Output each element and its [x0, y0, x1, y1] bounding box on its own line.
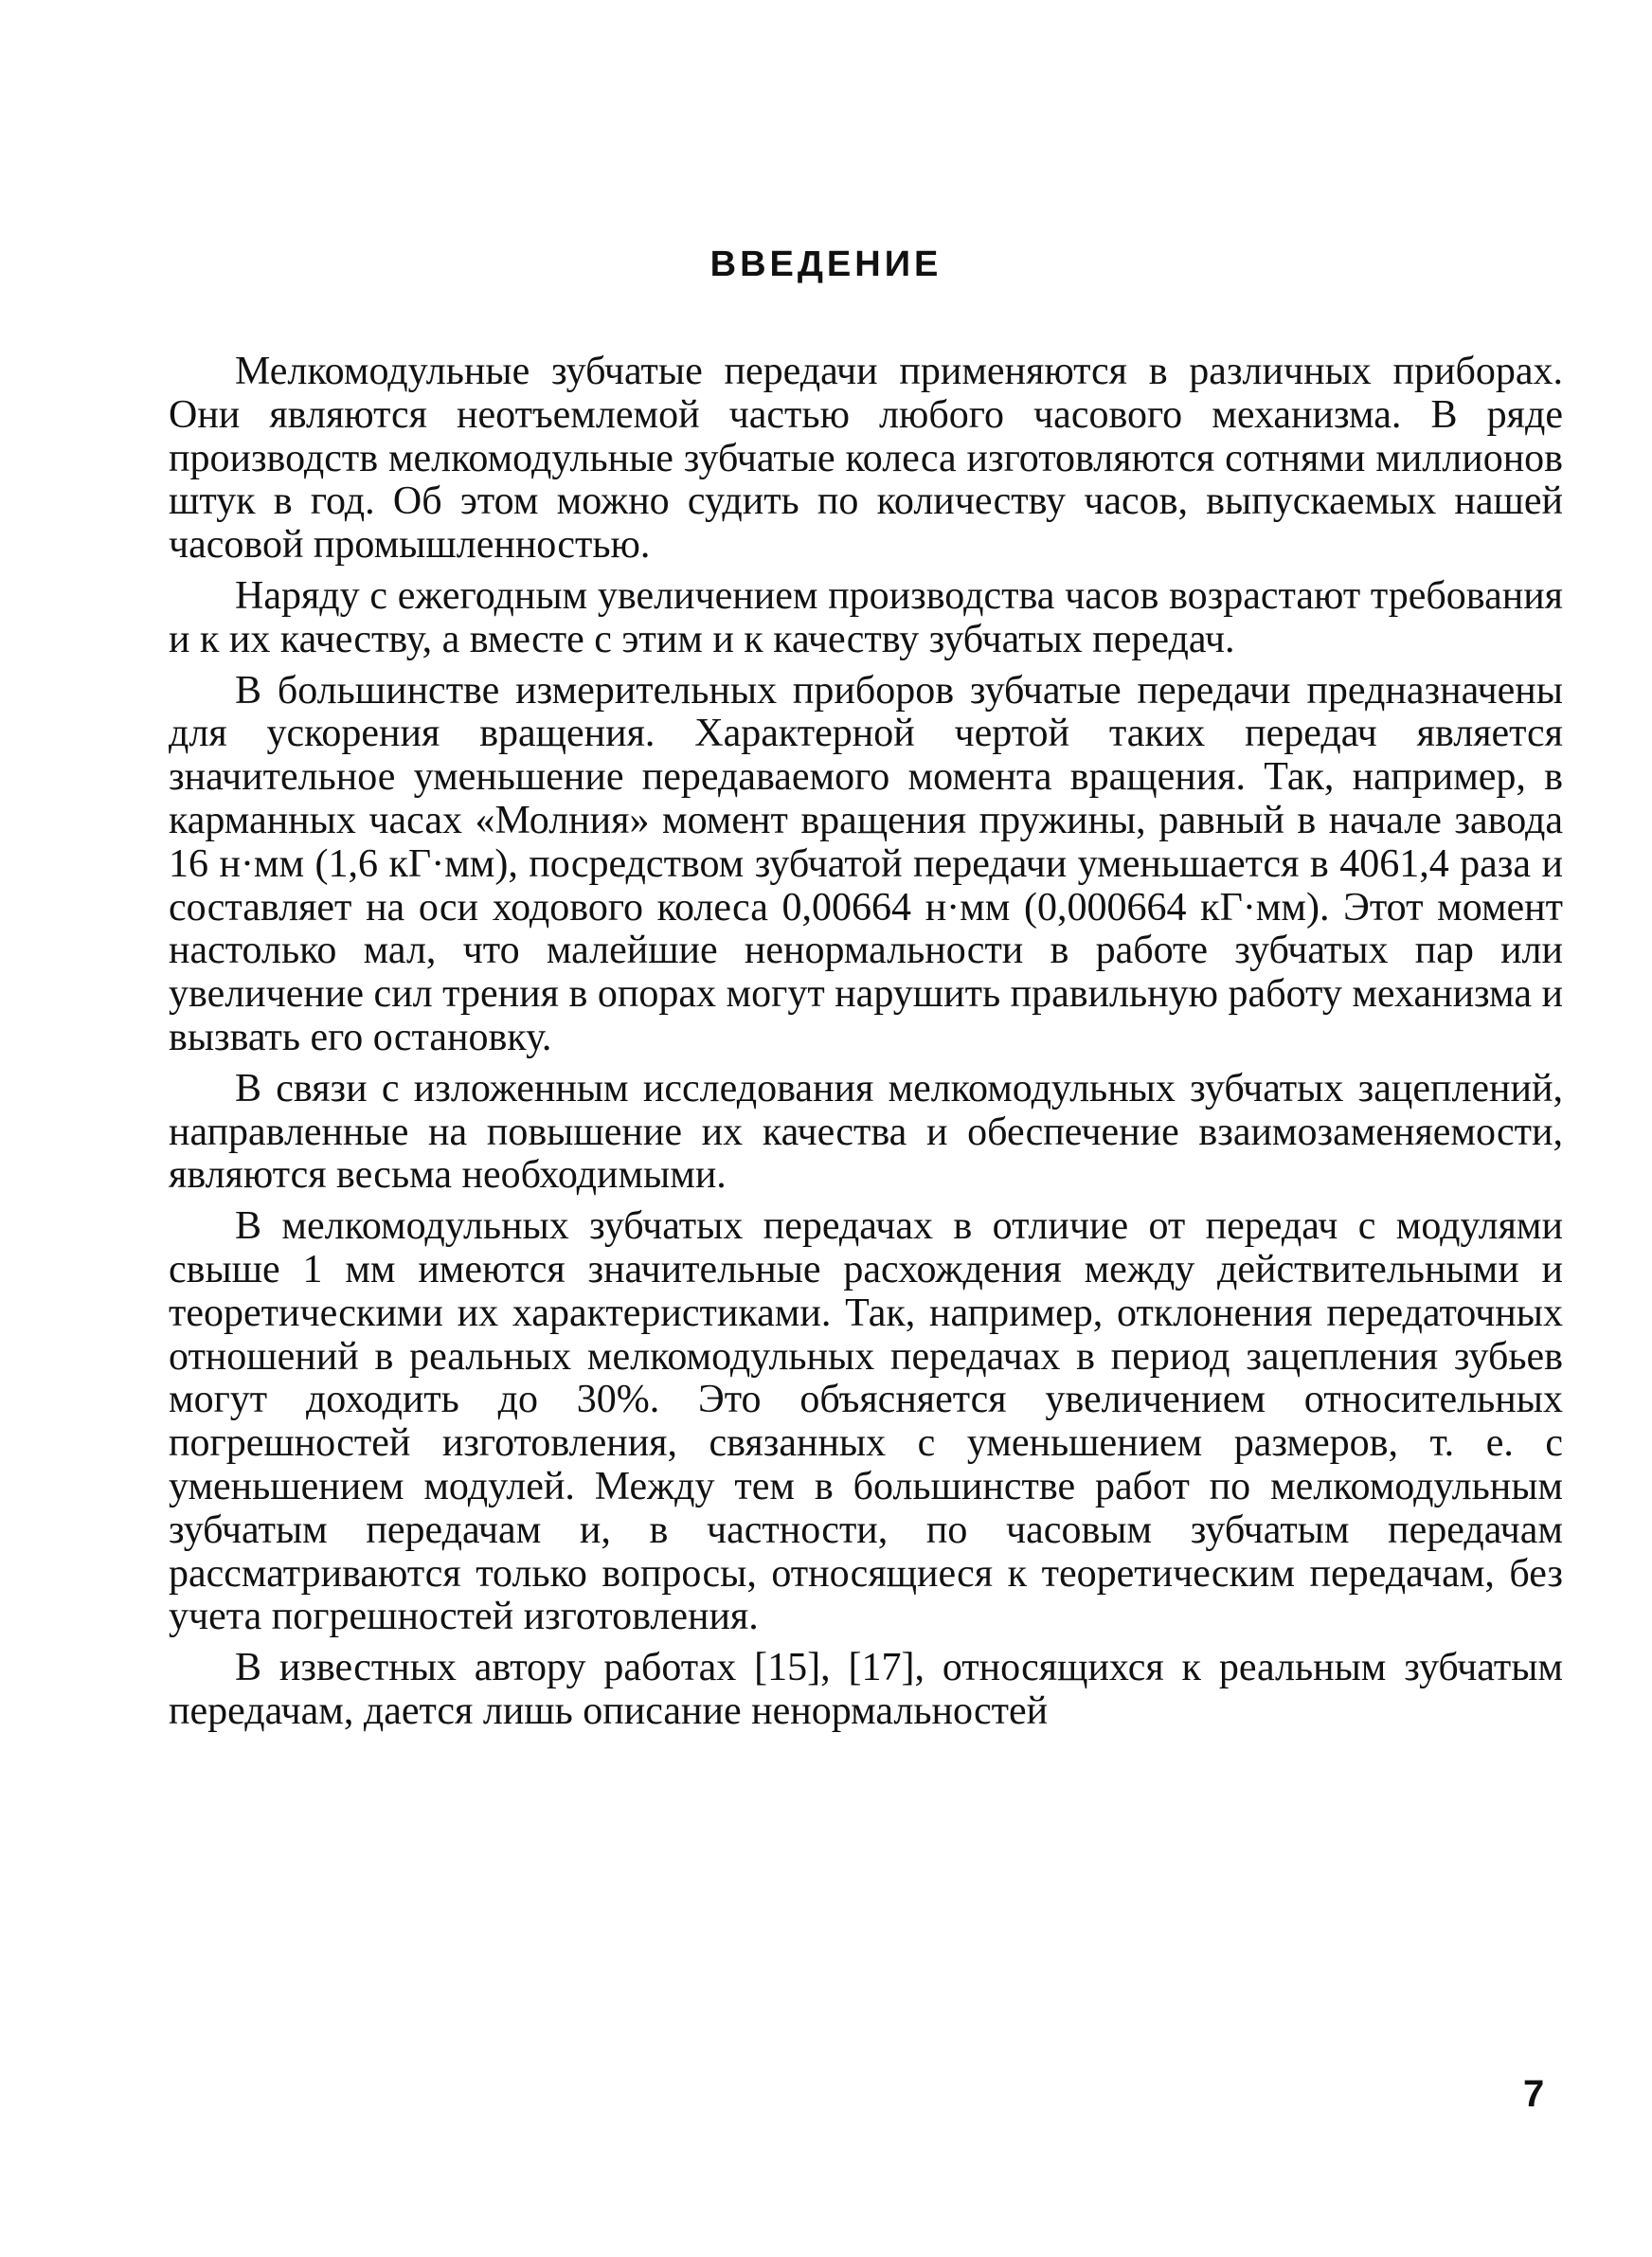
page-number: 7	[1523, 2073, 1545, 2115]
chapter-title: ВВЕДЕНИЕ	[709, 244, 943, 284]
paragraph-3: В большинстве измерительных приборов зубчатые передачи предназначены для ускорения вращения. Характерной чертой таких передач является значительное уменьшение передаваемого момента вращения. Так, например, в карманных часах «Молния» момент вращения пружины, равный в начале завода 16 н·мм (1,6 кГ·мм), посредством зубчатой передачи уменьшается в 4061,4 раза и составляет на оси ходового колеса 0,00664 н·мм (0,000664 кГ·мм). Этот момент настолько мал, что малейшие ненормальности в работе зубчатых пар или увеличение сил трения в опорах могут нарушить правильную работу механизма и вызвать его остановку.	[169, 668, 1563, 1059]
paragraph-1: Мелкомодульные зубчатые передачи применяются в различных приборах. Они являются неотъемлемой частью любого часового механизма. В ряде производств мелкомодульные зубчатые колеса изготовляются сотнями миллионов штук в год. Об этом можно судить по количеству часов, выпускаемых нашей часовой промышленностью.	[169, 350, 1563, 568]
paragraph-5: В мелкомодульных зубчатых передачах в отличие от передач с модулями свыше 1 мм имеются значительные расхождения между действительными и теоретическими их характеристиками. Так, например, отклонения передаточных отношений в реальных мелкомодульных передачах в период зацепления зубьев могут доходить до 30%. Это объясняется увеличением относительных погрешностей изготовления, связанных с уменьшением размеров, т. е. с уменьшением модулей. Между тем в большинстве работ по мелкомодульным зубчатым передачам и, в частности, по часовым зубчатым передачам рассматриваются только вопросы, относящиеся к теоретическим передачам, без учета погрешностей изготовления.	[169, 1204, 1563, 1639]
text-body	[169, 351, 1563, 1742]
paragraph-2: Наряду с ежегодным увеличением производства часов возрастают требования и к их качеству, а вместе с этим и к качеству зубчатых передач.	[169, 573, 1563, 661]
paragraph-6: В известных автору работах [15], [17], относящихся к реальным зубчатым передачам, дается лишь описание ненормальностей	[169, 1646, 1563, 1733]
paragraph-4: В связи с изложенным исследования мелкомодульных зубчатых зацеплений, направленные на повышение их качества и обеспечение взаимозаменяемости, являются весьма необходимыми.	[169, 1066, 1563, 1198]
